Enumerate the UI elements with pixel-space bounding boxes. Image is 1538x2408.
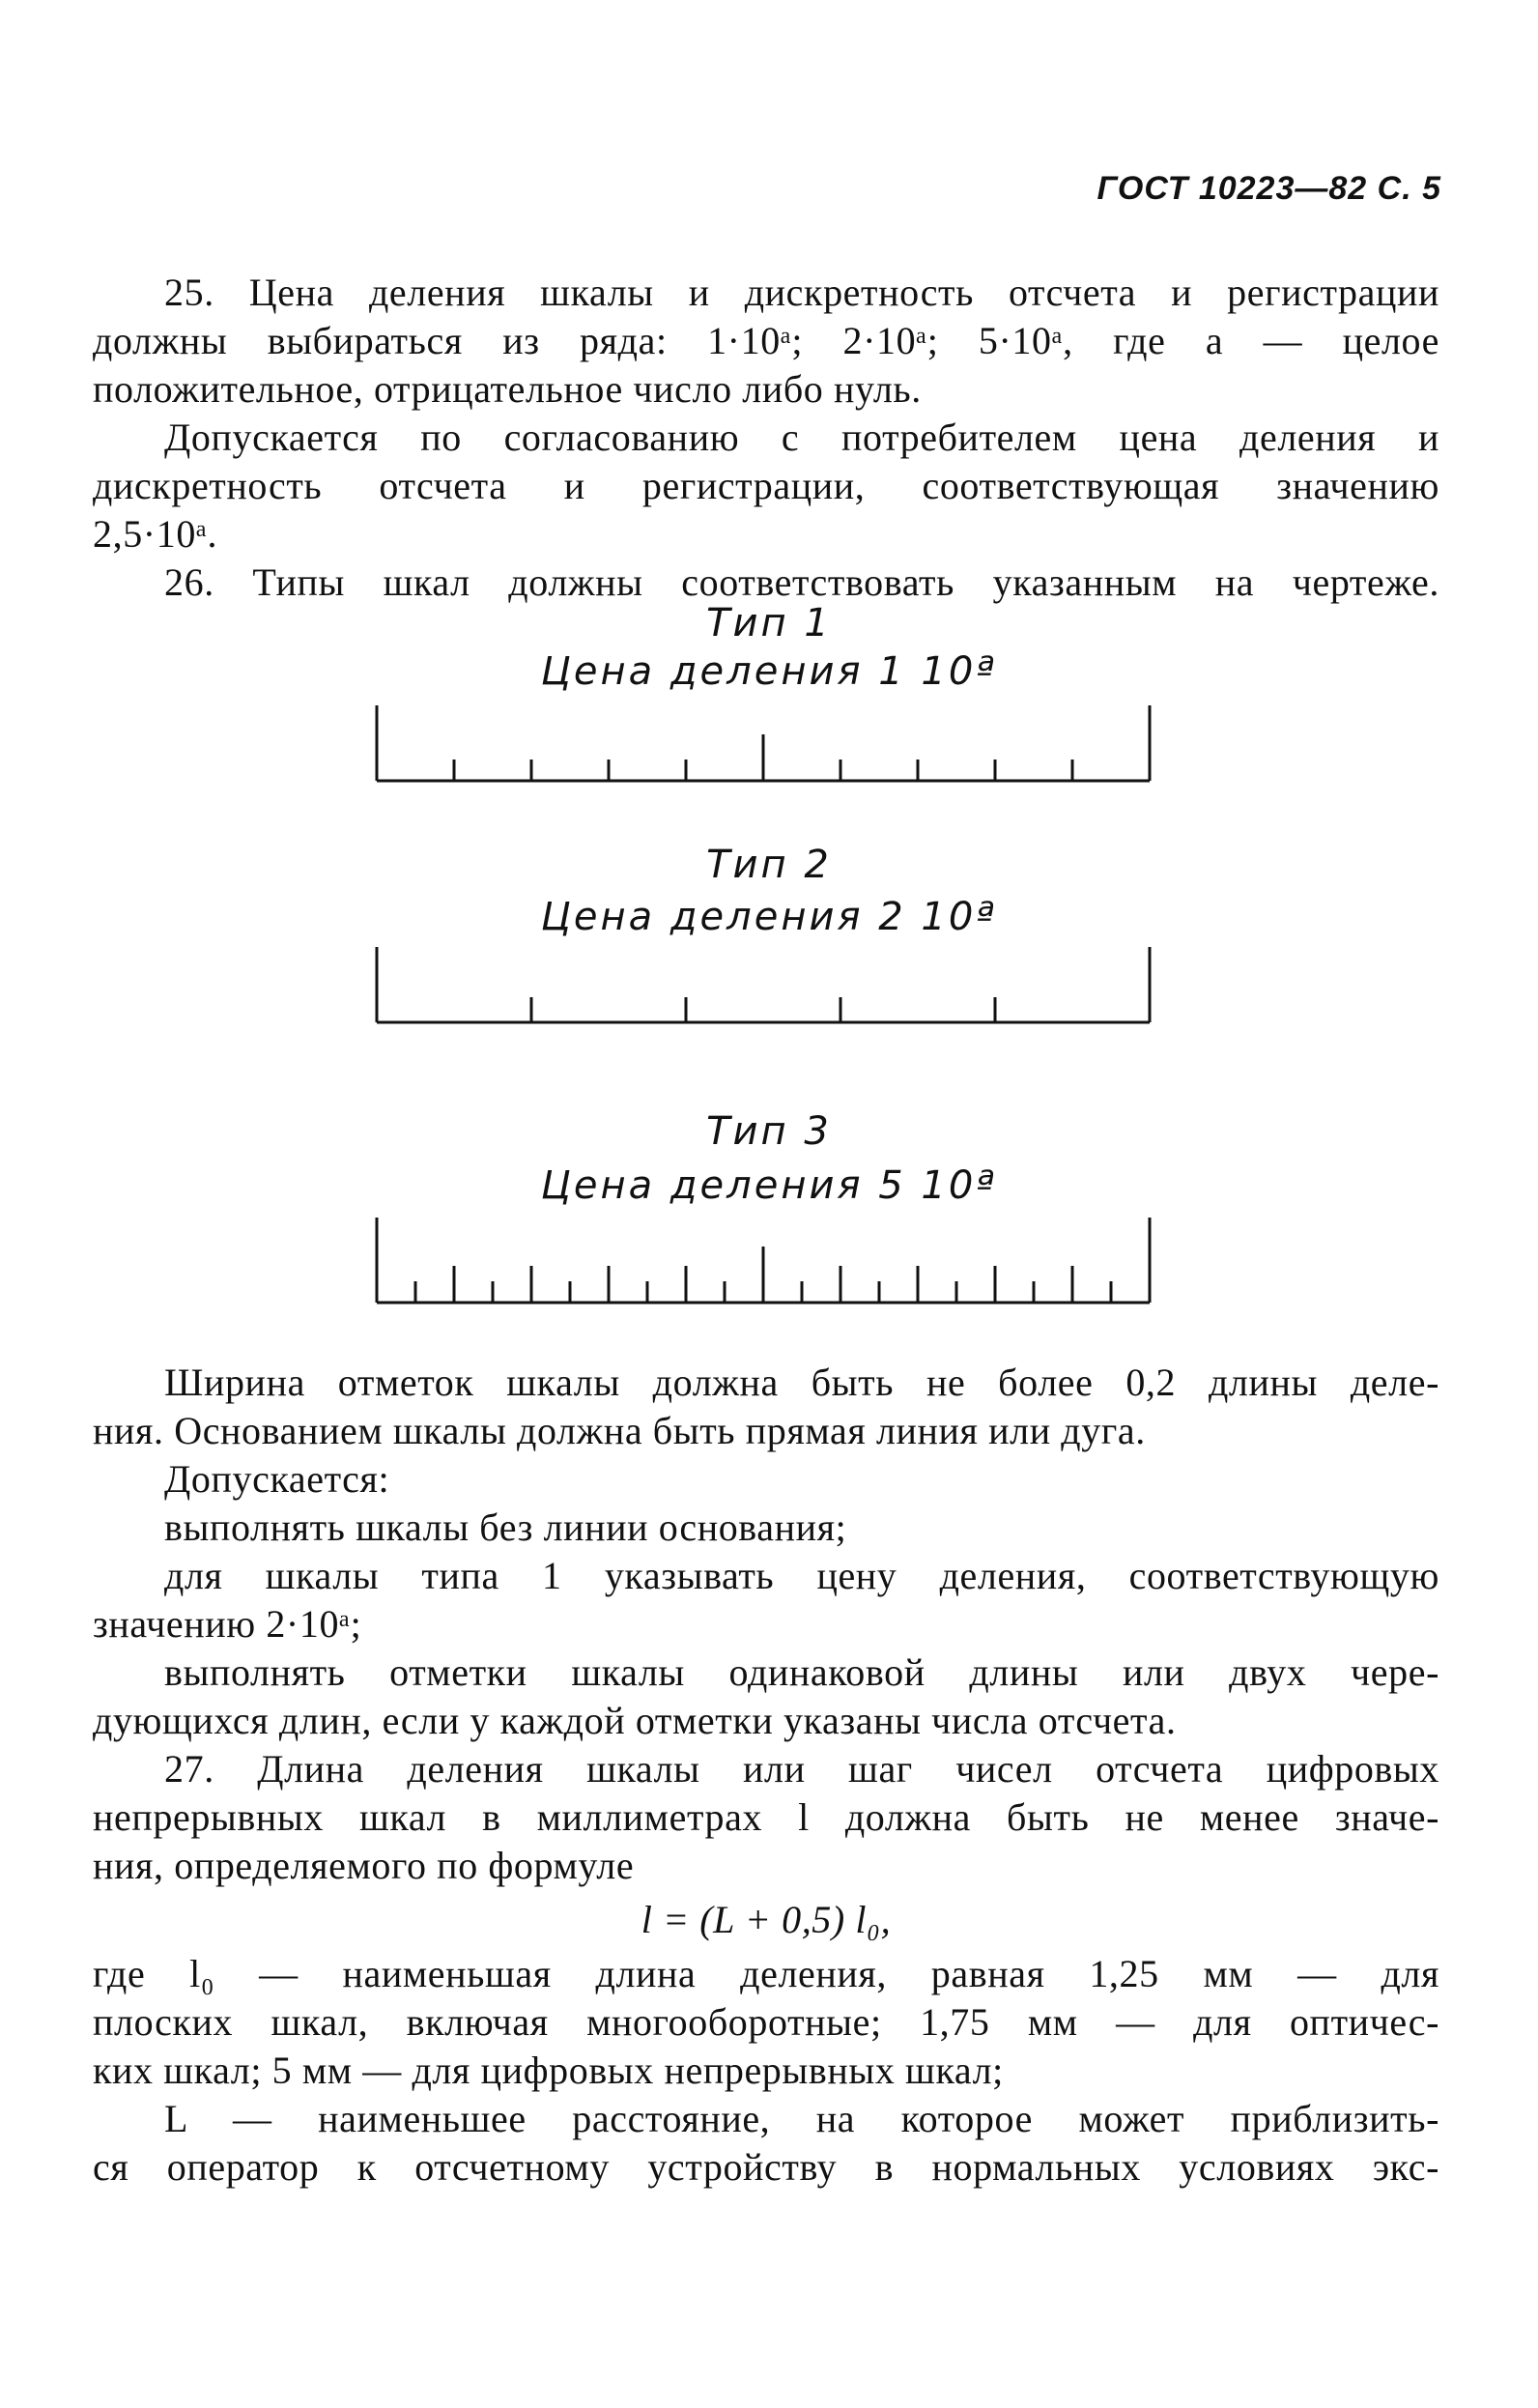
page-header: ГОСТ 10223—82 С. 5 [1097,170,1441,207]
allowed-item-3-line-1: выполнять отметки шкалы одинаковой длины или двух чере- [164,1650,1439,1694]
scale-2-type-label: Тип 2 [706,843,832,887]
L-definition-line-2: ся оператор к отсчетному устройству в нормальных условиях экс- [93,2145,1439,2189]
marks-width-line-1: Ширина отметок шкалы должна быть не более 0,2 длины деле- [164,1361,1439,1404]
after-figure-text [93,1359,1439,2192]
where-line-2: плоских шкал, включая многооборотные; 1,75 мм — для оптичес- [93,2000,1439,2044]
L-definition-line-1: L — наименьшее расстояние, на которое может приблизить- [164,2097,1439,2140]
where-line-3: ких шкал; 5 мм — для цифровых непрерывных шкал; [93,2049,1004,2092]
section-27-line-3: ния, определяемого по формуле [93,1844,635,1887]
formula: l = (L + 0,5) l₀, [641,1898,892,1941]
allowed-item-2-line-1: для шкалы типа 1 указывать цену деления, соответствующую [164,1554,1439,1597]
allowed-item-3-line-2: дующихся длин, если у каждой отметки указаны числа отсчета. [93,1699,1177,1742]
marks-width-line-2: ния. Основанием шкалы должна быть прямая линия или дуга. [93,1409,1146,1452]
section-27-line-1: 27. Длина деления шкалы или шаг чисел отсчета цифровых [164,1747,1439,1791]
scale-2-price-label: Цена деления 2 10ª [540,895,998,939]
allowed-item-1: выполнять шкалы без линии основания; [164,1505,847,1549]
scale-3-drawing [367,1208,1150,1314]
scale-1-drawing [367,696,1150,792]
section-25-line-2: должны выбираться из ряда: 1·10ᵃ; 2·10ᵃ; 5·10ᵃ, где a — целое [93,319,1439,362]
scale-1-type-label: Тип 1 [706,601,832,645]
where-line-1: где l₀ — наименьшая длина деления, равная 1,25 мм — для [93,1952,1439,1995]
scale-3-price-label: Цена деления 5 10ª [540,1163,998,1208]
section-27-line-2: непрерывных шкал в миллиметрах l должна быть не менее значе- [93,1795,1439,1839]
scale-3-type-label: Тип 3 [706,1109,832,1154]
allowed-item-2-line-2: значению 2·10ᵃ; [93,1602,362,1646]
allowed-heading: Допускается: [164,1457,390,1501]
section-26-line: 26. Типы шкал должны соответствовать указанным на чертеже. [164,560,1439,604]
scale-2-drawing [367,937,1150,1034]
scale-1-price-label: Цена деления 1 10ª [540,649,998,694]
section-25 [93,269,1439,607]
section-25-line-5: дискретность отсчета и регистрации, соответствующая значению [93,464,1439,507]
section-25-line-3: положительное, отрицательное число либо нуль. [93,367,922,411]
section-25-line-1: 25. Цена деления шкалы и дискретность отсчета и регистрации [164,271,1439,314]
section-25-line-6: 2,5·10ᵃ. [93,512,218,556]
section-25-line-4: Допускается по согласованию с потребителем цена деления и [164,416,1439,459]
